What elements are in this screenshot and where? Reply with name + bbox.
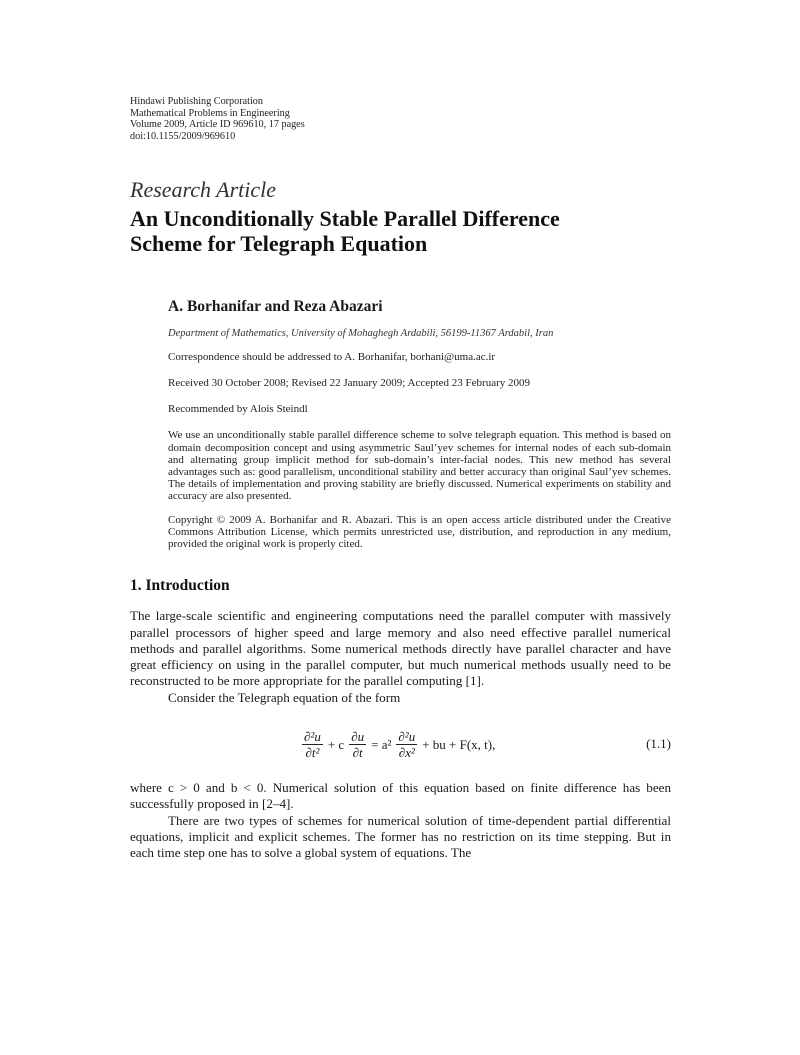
article-title [130, 206, 671, 256]
title-line-2: Scheme for Telegraph Equation [130, 231, 428, 257]
correspondence: Correspondence should be addressed to A. Borhanifar, borhani@uma.ac.ir [168, 351, 496, 364]
abstract: We use an unconditionally stable parallel difference scheme to solve telegraph equation. This method is based on domain decomposition concept and using asymmetric Saul’yev schemes for internal nodes of each sub-domain and alternating group implicit method for sub-domain’s inter-facial nodes. This new method has several advantages such as: good parallelism, unconditional stability and better accuracy than original Saul’yev schemes. The details of implementation and proving stability are briefly discussed. Numerical experiments on stability and accuracy are also presented. [168, 429, 671, 503]
copyright-notice: Copyright © 2009 A. Borhanifar and R. Abazari. This is an open access article distributed under the Creative Commons Attribution License, which permits unrestricted use, distribution, and reproduction in any medium, provided the original work is properly cited. [168, 513, 671, 550]
intro-paragraph-1: The large-scale scientific and engineering computations need the parallel computer with massively parallel processors of higher speed and large memory and also need effective parallel numerical methods and parallel algorithms. Some numerical methods directly have parallel character and have great efficiency on using in the parallel computer, but much numerical methods usually need to be reconstructed to be more appropriate for the parallel computing [1]. [130, 608, 671, 689]
authors: A. Borhanifar and Reza Abazari [168, 298, 383, 316]
article-type: Research Article [130, 177, 277, 203]
equals-a-squared: = a² [371, 736, 392, 752]
intro-paragraph-4: There are two types of schemes for numerical solution of time-dependent partial differential equations, implicit and explicit schemes. The former has no restriction on its time stepping. But in each time step one has to solve a global system of equations. The [130, 812, 671, 861]
equation-tail: + bu + F(x, t), [422, 736, 496, 752]
publication-dates: Received 30 October 2008; Revised 22 January 2009; Accepted 23 February 2009 [168, 377, 530, 390]
intro-paragraph-3: where c > 0 and b < 0. Numerical solution of this equation based on finite difference has been successfully proposed in [2–4]. [130, 779, 671, 812]
volume-info: Volume 2009, Article ID 969610, 17 pages [130, 119, 305, 131]
section-heading-introduction: 1. Introduction [130, 577, 230, 595]
paper-page [130, 96, 671, 861]
affiliation: Department of Mathematics, University of Mohaghegh Ardabili, 56199-11367 Ardabil, Iran [168, 328, 554, 340]
intro-paragraph-2: Consider the Telegraph equation of the form [168, 689, 401, 705]
equation-number: (1.1) [646, 735, 671, 751]
fraction-first-time-derivative: $\frac{\partial u}{\partial t}$ [351, 729, 365, 761]
recommended-by: Recommended by Alois Steindl [168, 403, 308, 416]
equation-body [300, 720, 498, 770]
title-line-1: An Unconditionally Stable Parallel Difference [130, 206, 560, 232]
fraction-second-time-derivative: $\frac{\text{∂²u}}{\text{∂t²}}$ [304, 729, 321, 761]
doi[interactable]: doi:10.1155/2009/969610 [130, 130, 236, 142]
journal-name: Mathematical Problems in Engineering [130, 107, 290, 119]
telegraph-equation [130, 720, 671, 770]
plus-c: + c [327, 736, 345, 752]
publisher-name: Hindawi Publishing Corporation [130, 96, 263, 107]
fraction-second-space-derivative: $\frac{\text{∂²u}}{\text{∂x²}}$ [398, 729, 416, 761]
journal-header [130, 96, 671, 142]
